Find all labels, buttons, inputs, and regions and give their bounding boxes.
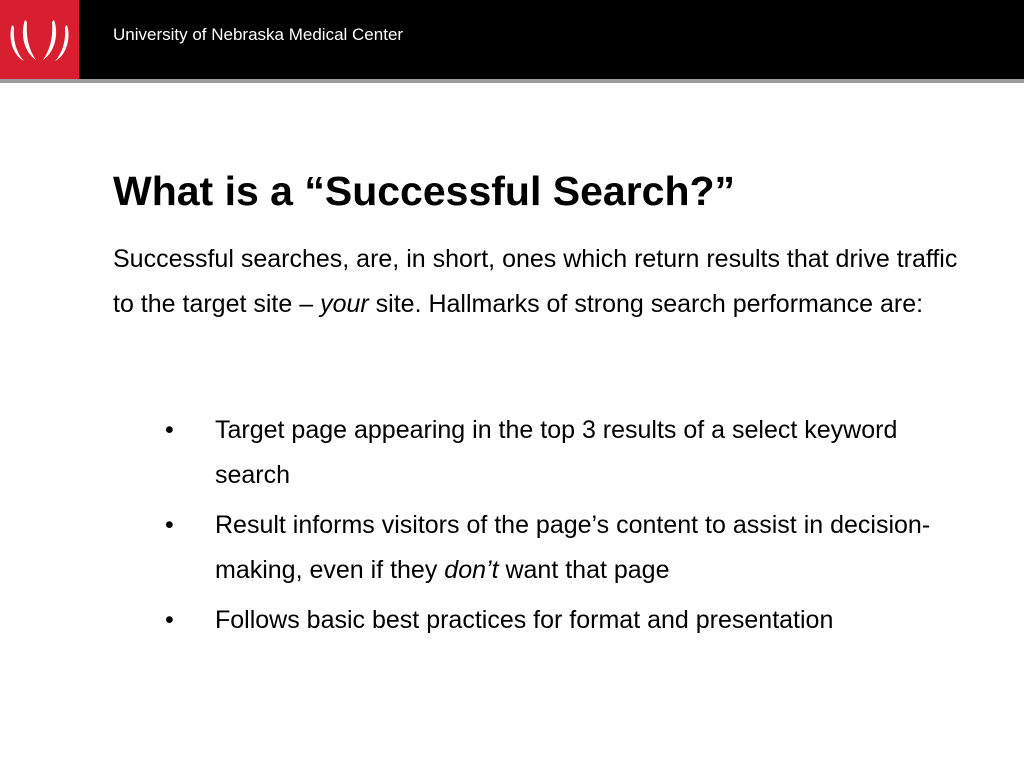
organization-name: University of Nebraska Medical Center (113, 25, 404, 44)
bullet-text: Follows basic best practices for format and presentation (215, 606, 834, 634)
bullet-item (113, 408, 973, 497)
bullet-text-start: Result informs visitors of the page’s content to assist in decision-making, even if they (215, 511, 931, 584)
slide-title: What is a “Successful Search?” (113, 168, 736, 214)
bullet-text-end: want that page (498, 555, 670, 584)
intro-text-end: site. Hallmarks of strong search performance are: (368, 289, 924, 318)
bullet-emphasis: don’t (444, 555, 499, 584)
intro-paragraph (113, 237, 973, 326)
bullet-text: Target page appearing in the top 3 results of a select keyword search (215, 416, 898, 489)
bullet-list (113, 408, 973, 649)
bullet-marker: • (165, 511, 174, 539)
header-divider (0, 79, 1024, 83)
bullet-item (113, 503, 973, 592)
intro-text-start: Successful searches, are, in short, ones which return results that drive traffic to the target site – (113, 245, 958, 318)
bullet-marker: • (165, 606, 174, 634)
unmc-logo-icon (0, 0, 79, 79)
bullet-marker: • (165, 416, 174, 444)
bullet-item (113, 598, 973, 643)
intro-emphasis: your (320, 289, 369, 318)
